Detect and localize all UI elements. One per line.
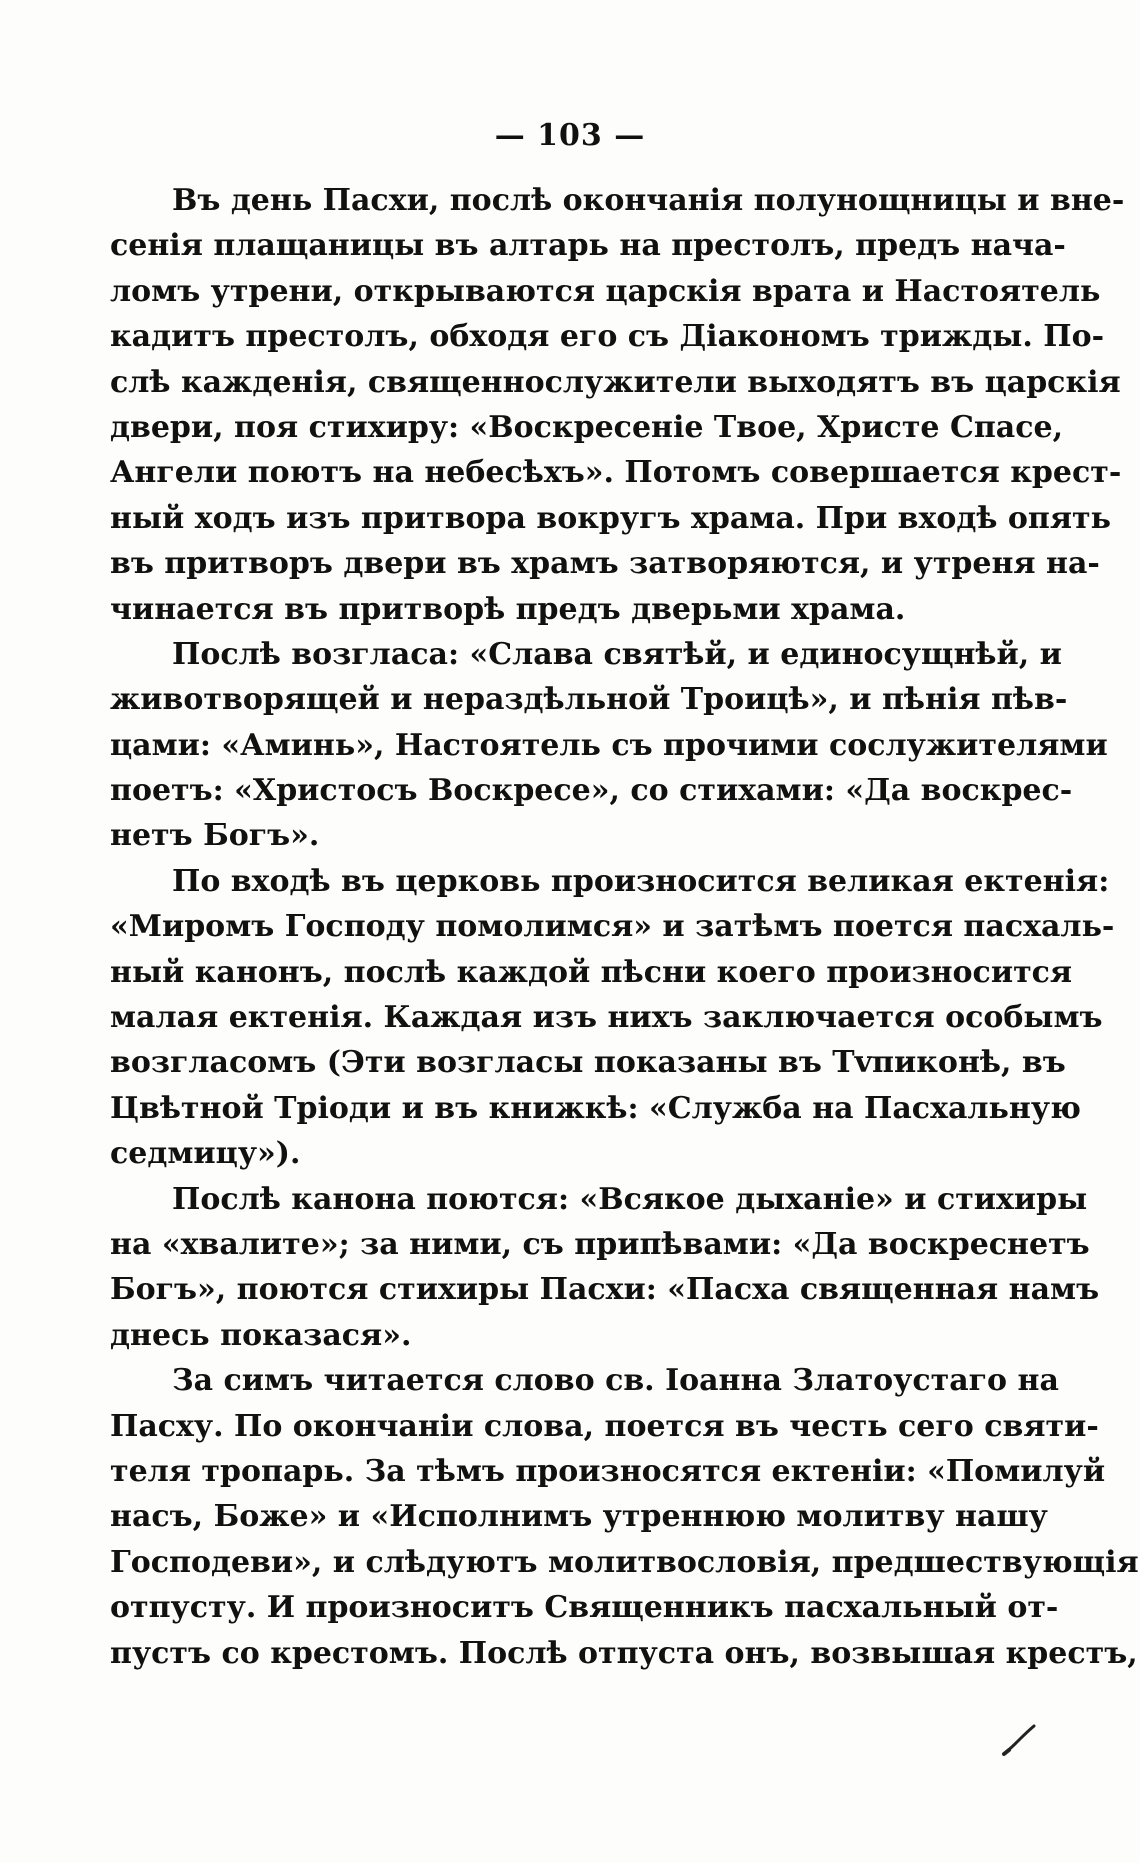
paragraph: [110, 1177, 1100, 1359]
text-line: Богъ», поются стихиры Пасхи: «Пасха священная намъ: [110, 1272, 1100, 1308]
text-line: Ангели поютъ на небесѣхъ». Потомъ совершается крест-: [110, 455, 1122, 491]
text-line: ный ходъ изъ притвора вокругъ храма. При входѣ опять: [110, 500, 1112, 536]
paragraph: [110, 859, 1115, 1177]
text-line: днесь показася».: [110, 1317, 412, 1353]
text-line: ный канонъ, послѣ каждой пѣсни коего произносится: [110, 954, 1073, 990]
text-line: животворящей и нераздѣльной Троицѣ», и пѣнія пѣв-: [110, 682, 1068, 718]
text-line: кадитъ престолъ, обходя его съ Діакономъ трижды. По-: [110, 319, 1105, 355]
pen-mark-icon: [1000, 1720, 1040, 1760]
text-line: «Миромъ Господу помолимся» и затѣмъ поется пасхаль-: [110, 909, 1115, 945]
text-line: Пасху. По окончаніи слова, поется въ честь сего святи-: [110, 1408, 1099, 1444]
text-line: двери, поя стихиру: «Воскресеніе Твое, Христе Спасе,: [110, 409, 1064, 445]
text-line: насъ, Боже» и «Исполнимъ утреннюю молитву нашу: [110, 1499, 1048, 1535]
text-line: пустъ со крестомъ. Послѣ отпуста онъ, возвышая крестъ,: [110, 1635, 1138, 1671]
text-line: Господеви», и слѣдуютъ молитвословія, предшествующія: [110, 1544, 1139, 1580]
text-line: По входѣ въ церковь произносится великая ектенія:: [172, 863, 1110, 899]
text-line: Въ день Пасхи, послѣ окончанія полунощницы и вне-: [172, 183, 1125, 218]
text-line: Послѣ канона поются: «Всякое дыханіе» и стихиры: [172, 1181, 1088, 1217]
text-line: чинается въ притворѣ предъ дверьми храма.: [110, 591, 906, 627]
text-line: слѣ кажденія, священнослужители выходятъ въ царскія: [110, 364, 1121, 400]
paragraph: [110, 1358, 1139, 1676]
text-line: на «хвалите»; за ними, съ припѣвами: «Да воскреснетъ: [110, 1226, 1090, 1262]
text-line: поетъ: «Христосъ Воскресе», со стихами: «Да воскрес-: [110, 773, 1073, 809]
page-number: — 103 —: [494, 118, 646, 153]
text-line: нетъ Богъ».: [110, 818, 320, 854]
text-line: ломъ утрени, открываются царскія врата и Настоятель: [110, 273, 1101, 309]
text-line: сенія плащаницы въ алтарь на престолъ, предъ нача-: [110, 228, 1066, 264]
body-text: [110, 178, 1139, 1676]
text-line: въ притворъ двери въ храмъ затворяются, и утреня на-: [110, 546, 1100, 582]
text-line: За симъ читается слово св. Іоанна Златоустаго на: [172, 1363, 1059, 1399]
text-line: отпусту. И произноситъ Священникъ пасхальный от-: [110, 1590, 1059, 1626]
text-line: малая ектенія. Каждая изъ нихъ заключается особымъ: [110, 1000, 1103, 1036]
text-line: теля тропарь. За тѣмъ произносятся ектеніи: «Помилуй: [110, 1453, 1106, 1489]
paragraph: [110, 632, 1108, 859]
paragraph: [110, 178, 1125, 632]
text-line: цами: «Аминь», Настоятель съ прочими сослужителями: [110, 727, 1108, 763]
text-line: седмицу»).: [110, 1136, 301, 1172]
text-line: Послѣ возгласа: «Слава святѣй, и единосущнѣй, и: [172, 636, 1062, 672]
text-line: Цвѣтной Тріоди и въ книжкѣ: «Служба на Пасхальную: [110, 1090, 1081, 1126]
text-line: возгласомъ (Эти возгласы показаны въ Тvпиконѣ, въ: [110, 1045, 1066, 1081]
